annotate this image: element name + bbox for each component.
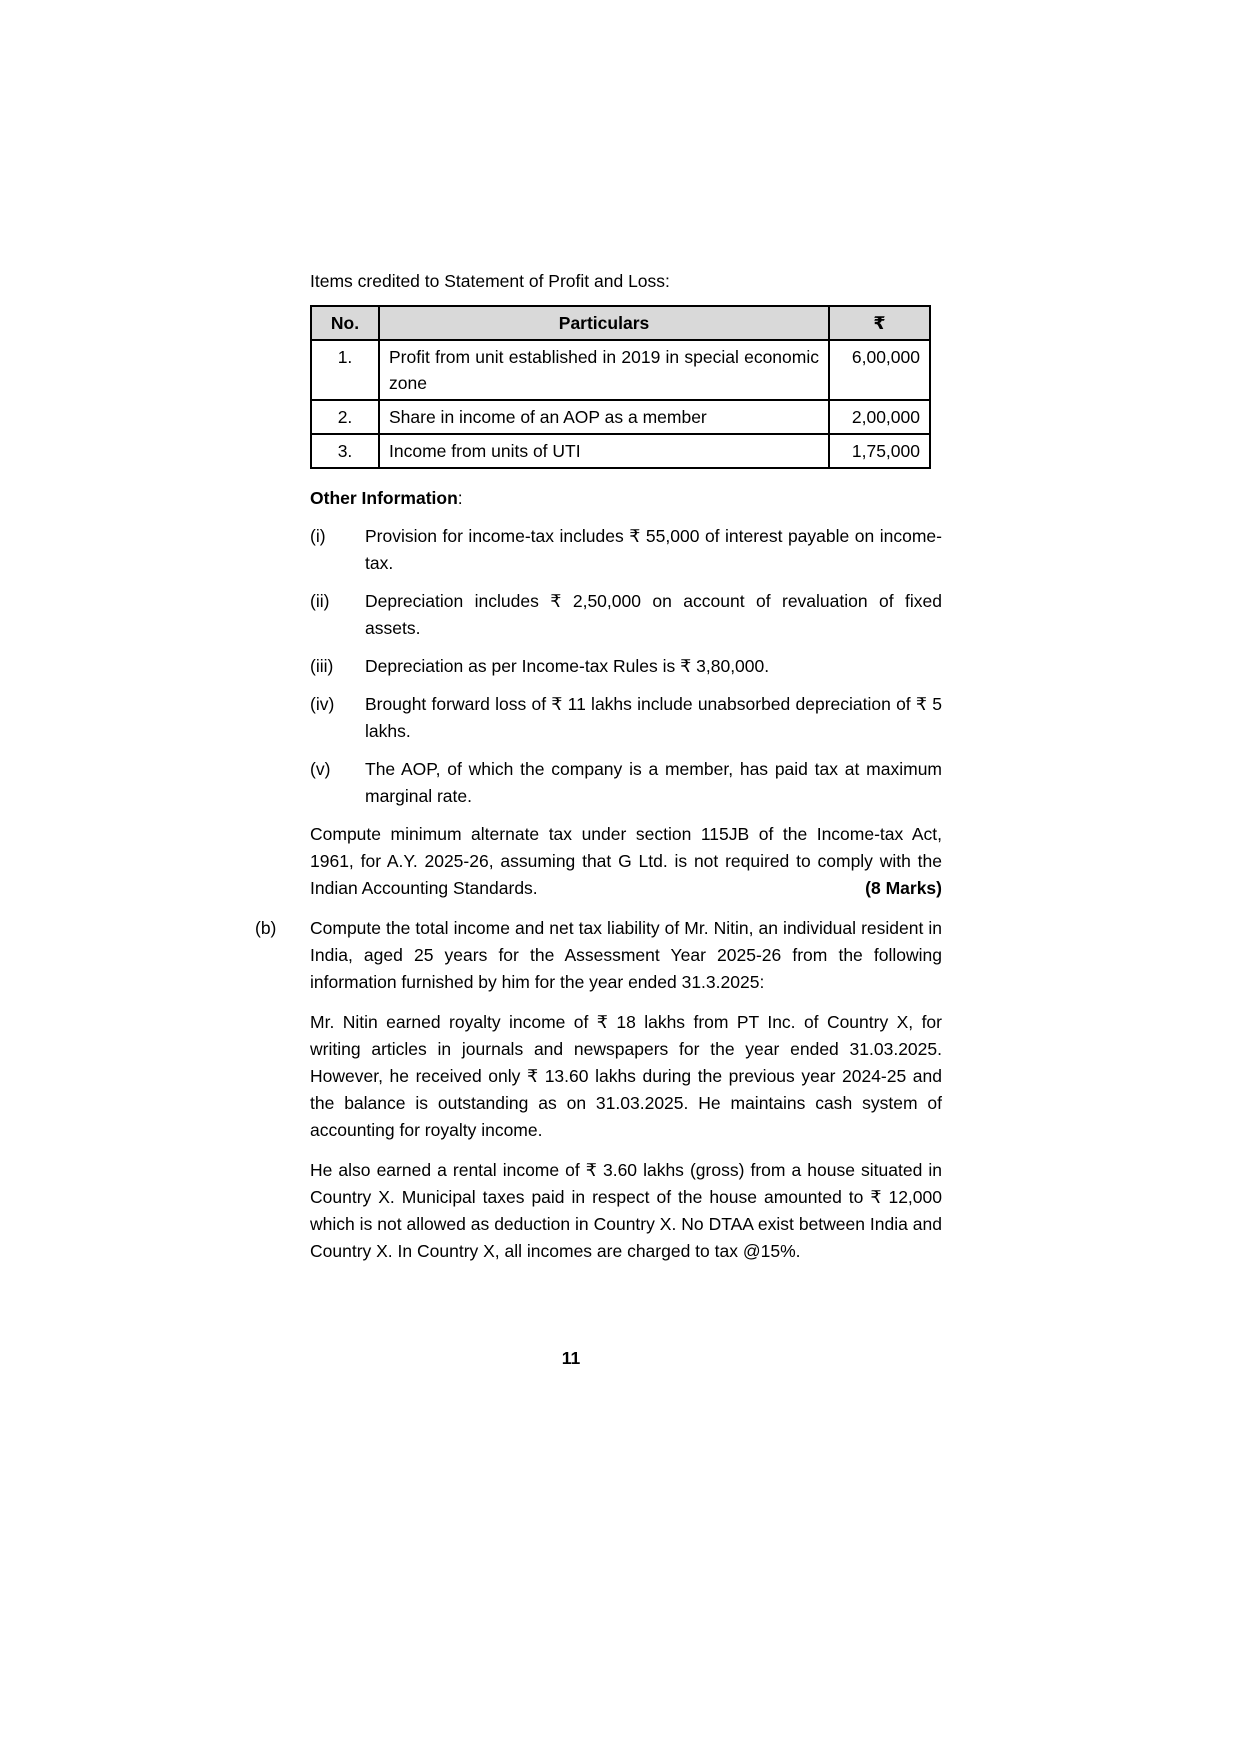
list-item-text: Brought forward loss of ₹ 11 lakhs include unabsorbed depreciation of ₹ 5 lakhs.: [365, 694, 942, 741]
list-item-label: (iii): [310, 656, 334, 676]
other-information-heading-text: Other Information: [310, 488, 458, 508]
part-b-paragraph: He also earned a rental income of ₹ 3.60 lakhs (gross) from a house situated in Country X. Municipal taxes paid in respect of the house amounted to ₹ 12,000 which is not allowed as deduction in Country X. No DTAA exist between India and Country X. In Country X, all incomes are charged to tax @15%.: [310, 1160, 942, 1261]
compute-paragraph: [310, 821, 942, 902]
table-header: [311, 306, 930, 340]
list-item: [310, 653, 942, 680]
profit-loss-credits-table: [310, 305, 931, 469]
table-row: [311, 400, 930, 434]
compute-text: Compute minimum alternate tax under section 115JB of the Income-tax Act, 1961, for A.Y. 2025-26, assuming that G Ltd. is not required to comply with the Indian Accounting Standards.: [310, 824, 942, 898]
table-body: [311, 340, 930, 468]
part-b-body: [310, 915, 942, 1278]
part-b-section: [255, 915, 942, 1278]
table-row: [311, 340, 930, 400]
header-particulars: Particulars: [379, 306, 829, 340]
list-item-text: The AOP, of which the company is a member, has paid tax at maximum marginal rate.: [365, 759, 942, 806]
page-content: [255, 268, 942, 1278]
cell-amount: 2,00,000: [829, 400, 930, 434]
cell-particulars: Profit from unit established in 2019 in special economic zone: [379, 340, 829, 400]
cell-no: 3.: [311, 434, 379, 468]
list-item-label: (iv): [310, 694, 335, 714]
list-item-text: Depreciation as per Income-tax Rules is ₹ 3,80,000.: [365, 656, 770, 676]
header-amount: ₹: [829, 306, 930, 340]
part-b-label: (b): [255, 918, 277, 938]
table-header-row: [311, 306, 930, 340]
cell-amount: 6,00,000: [829, 340, 930, 400]
list-item-label: (i): [310, 526, 326, 546]
header-no: No.: [311, 306, 379, 340]
marks-label: (8 Marks): [865, 878, 942, 898]
page-number: 11: [561, 1348, 581, 1368]
part-a-section: [310, 268, 942, 902]
list-item: [310, 756, 942, 810]
cell-particulars: Income from units of UTI: [379, 434, 829, 468]
cell-amount: 1,75,000: [829, 434, 930, 468]
cell-no: 2.: [311, 400, 379, 434]
list-item-label: (v): [310, 759, 331, 779]
part-b-paragraph: Mr. Nitin earned royalty income of ₹ 18 lakhs from PT Inc. of Country X, for writing articles in journals and newspapers for the year ended 31.03.2025. However, he received only ₹ 13.60 lakhs during the previous year 2024-25 and the balance is outstanding as on 31.03.2025. He maintains cash system of accounting for royalty income.: [310, 1012, 942, 1140]
list-item: [310, 691, 942, 745]
table-row: [311, 434, 930, 468]
table-intro-text: Items credited to Statement of Profit and Loss:: [310, 271, 670, 291]
list-item: [310, 588, 942, 642]
other-information-heading: [310, 485, 942, 512]
part-b-paragraph: Compute the total income and net tax liability of Mr. Nitin, an individual resident in India, aged 25 years for the Assessment Year 2025-26 from the following information furnished by him for the year ended 31.3.2025:: [310, 918, 942, 992]
other-information-heading-colon: :: [457, 488, 463, 508]
cell-no: 1.: [311, 340, 379, 400]
list-item-label: (ii): [310, 591, 330, 611]
list-item-text: Depreciation includes ₹ 2,50,000 on account of revaluation of fixed assets.: [365, 591, 942, 638]
cell-particulars: Share in income of an AOP as a member: [379, 400, 829, 434]
list-item-text: Provision for income-tax includes ₹ 55,000 of interest payable on income-tax.: [365, 526, 942, 573]
list-item: [310, 523, 942, 577]
